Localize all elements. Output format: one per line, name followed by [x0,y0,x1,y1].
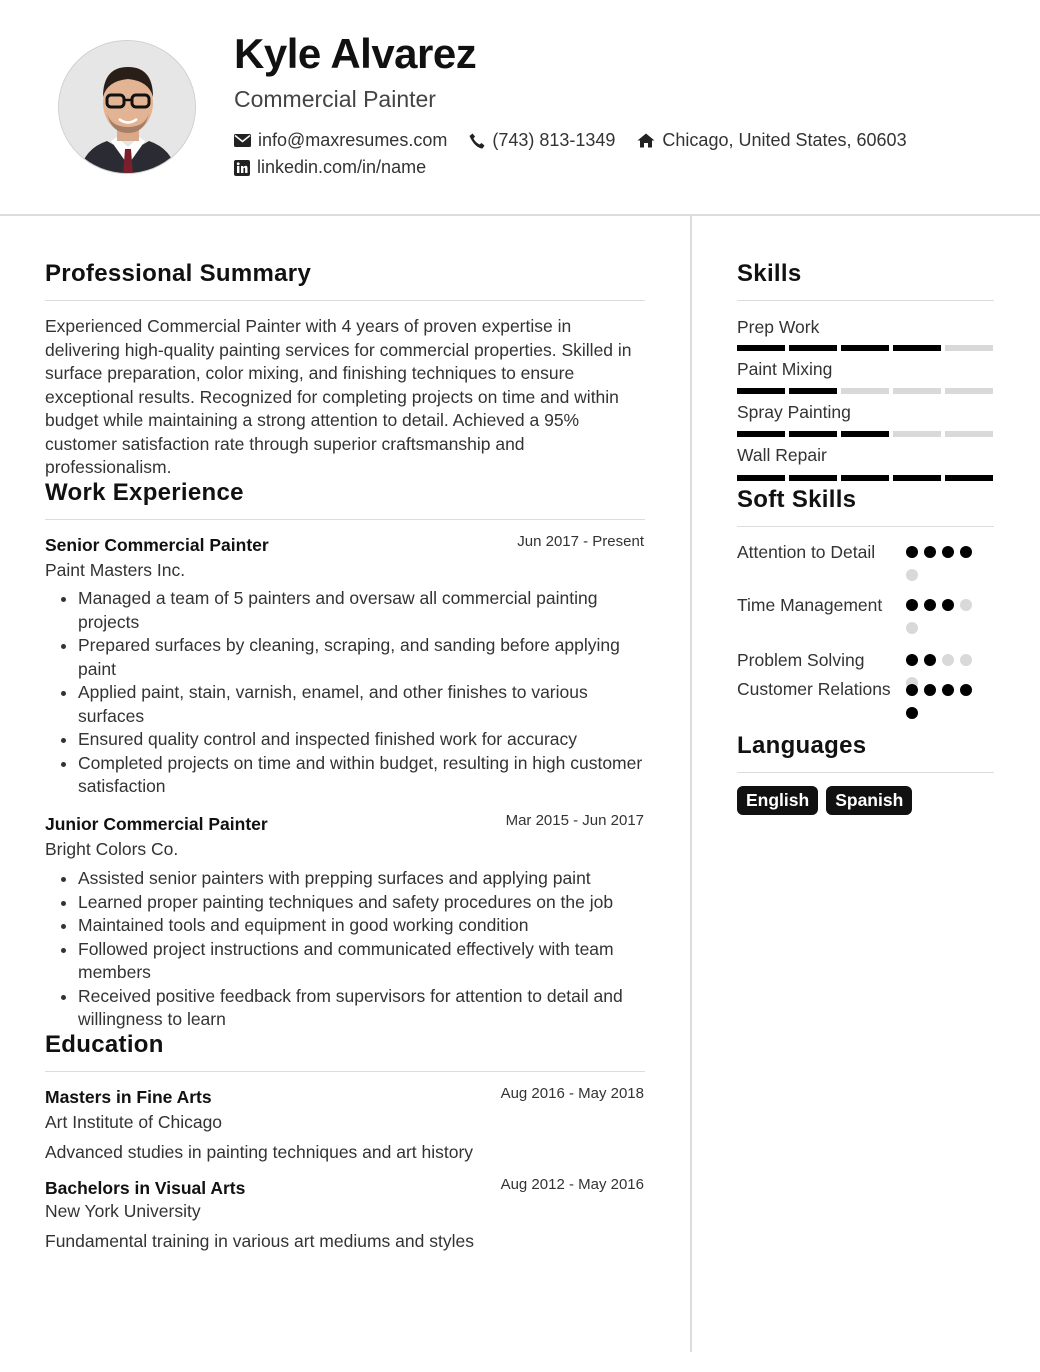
soft-skill-dot [924,654,936,666]
skill-level-segment [893,431,941,437]
soft-skill-dot [924,546,936,558]
list-item: Followed project instructions and communicated effectively with team members [78,938,648,985]
home-icon [637,133,655,148]
languages-list [737,786,920,815]
phone-icon [469,133,485,149]
list-item: Completed projects on time and within budget, resulting in high customer satisfaction [78,752,648,799]
soft-skill-dots [906,684,982,730]
skill-level-segment [841,431,889,437]
edu-dates: Aug 2016 - May 2018 [500,1085,644,1102]
skill-level-segment [945,388,993,394]
job-dates: Jun 2017 - Present [517,533,644,550]
job-company: Bright Colors Co. [45,839,179,859]
soft-skill-dot [960,546,972,558]
language-badge: Spanish [826,786,912,815]
soft-skill-dots [906,546,982,592]
experience-heading: Work Experience [45,479,244,506]
skill-level-segment [737,475,785,481]
skill-name: Spray Painting [737,402,851,422]
linkedin-text: linkedin.com/in/name [257,157,427,177]
language-badge: English [737,786,818,815]
email-text: info@maxresumes.com [258,130,448,150]
contact-phone[interactable] [469,130,615,151]
list-item: Prepared surfaces by cleaning, scraping, and sanding before applying paint [78,634,648,681]
list-item: Learned proper painting techniques and safety procedures on the job [78,891,648,915]
phone-text: (743) 813-1349 [492,130,616,150]
skill-level-segment [893,388,941,394]
soft-skill-name: Attention to Detail [737,542,876,562]
skill-level-segment [893,345,941,351]
skill-level-segment [737,345,785,351]
soft-skill-dot [906,569,918,581]
summary-text: Experienced Commercial Painter with 4 years of proven expertise in delivering high-quality painting services for commercial properties. Skilled in surface preparation, color mixing, and finishing techniques to ensure exceptional results. Recognized for completing projects on time and within budget while maintaining a strong attention to detail. Achieved a 95% customer satisfaction rate through superior craftsmanship and professionalism. [45,316,632,477]
experience-rule [45,519,645,520]
soft-skill-dot [960,684,972,696]
edu-school: New York University [45,1201,201,1221]
profile-photo [58,40,196,174]
skill-level-segment [945,431,993,437]
skill-level-segment [789,345,837,351]
skill-name: Wall Repair [737,445,827,465]
soft-skill-dots [906,599,982,645]
job-title: Junior Commercial Painter [45,814,268,834]
skill-level-segment [841,345,889,351]
soft-skill-dot [924,599,936,611]
job-bullets [78,587,648,799]
soft-skill-dot [906,599,918,611]
languages-rule [737,772,994,773]
skill-level-bar [737,431,997,437]
soft-skill-name: Customer Relations [737,679,891,699]
edu-description: Advanced studies in painting techniques and art history [45,1142,474,1162]
list-item: Assisted senior painters with prepping surfaces and applying paint [78,867,648,891]
soft-skill-dot [906,684,918,696]
skill-level-segment [841,475,889,481]
edu-dates: Aug 2012 - May 2016 [500,1176,644,1193]
edu-degree: Bachelors in Visual Arts [45,1178,246,1198]
candidate-title: Commercial Painter [234,86,436,112]
contact-row-2 [234,157,448,178]
soft-skills-heading: Soft Skills [737,486,857,513]
soft-skill-name: Time Management [737,595,883,615]
skills-rule [737,300,994,301]
job-bullets [78,867,648,1032]
list-item: Managed a team of 5 painters and oversaw all commercial painting projects [78,587,648,634]
soft-skill-dot [906,654,918,666]
skill-level-bar [737,345,997,351]
soft-skill-dot [942,546,954,558]
contact-location [637,130,906,151]
soft-skill-dot [960,654,972,666]
list-item: Ensured quality control and inspected finished work for accuracy [78,728,648,752]
job-title: Senior Commercial Painter [45,535,269,555]
list-item: Maintained tools and equipment in good working condition [78,914,648,938]
education-heading: Education [45,1031,164,1058]
list-item: Applied paint, stain, varnish, enamel, and other finishes to various surfaces [78,681,648,728]
soft-skill-dot [942,684,954,696]
skill-level-segment [945,475,993,481]
column-divider [690,216,692,1352]
skill-level-bar [737,475,997,481]
edu-degree: Masters in Fine Arts [45,1087,212,1107]
candidate-name: Kyle Alvarez [234,30,477,77]
list-item: Received positive feedback from supervisors for attention to detail and willingness to learn [78,985,648,1032]
envelope-icon [234,134,251,147]
edu-description: Fundamental training in various art mediums and styles [45,1231,474,1251]
soft-skill-name: Problem Solving [737,650,865,670]
contact-linkedin[interactable] [234,157,426,178]
soft-skill-dot [942,599,954,611]
skill-level-bar [737,388,997,394]
skill-name: Prep Work [737,317,820,337]
job-dates: Mar 2015 - Jun 2017 [505,812,644,829]
job-company: Paint Masters Inc. [45,560,186,580]
linkedin-icon [234,160,250,176]
skills-heading: Skills [737,260,802,287]
soft-skill-dot [906,707,918,719]
soft-skills-rule [737,526,994,527]
skill-level-segment [789,475,837,481]
contact-row [234,130,929,151]
skill-level-segment [789,431,837,437]
summary-heading: Professional Summary [45,260,312,287]
skill-level-segment [737,431,785,437]
contact-email[interactable] [234,130,447,151]
education-rule [45,1071,645,1072]
resume-header [0,0,1040,216]
soft-skill-dot [906,622,918,634]
skill-level-segment [737,388,785,394]
skill-level-segment [789,388,837,394]
soft-skill-dot [924,684,936,696]
profile-photo-illustration [59,41,196,174]
summary-rule [45,300,645,301]
skill-level-segment [945,345,993,351]
soft-skill-dot [942,654,954,666]
skill-name: Paint Mixing [737,359,833,379]
skill-level-segment [841,388,889,394]
location-text: Chicago, United States, 60603 [662,130,907,150]
soft-skill-dot [906,546,918,558]
languages-heading: Languages [737,732,867,759]
skill-level-segment [893,475,941,481]
edu-school: Art Institute of Chicago [45,1112,223,1132]
soft-skill-dot [960,599,972,611]
